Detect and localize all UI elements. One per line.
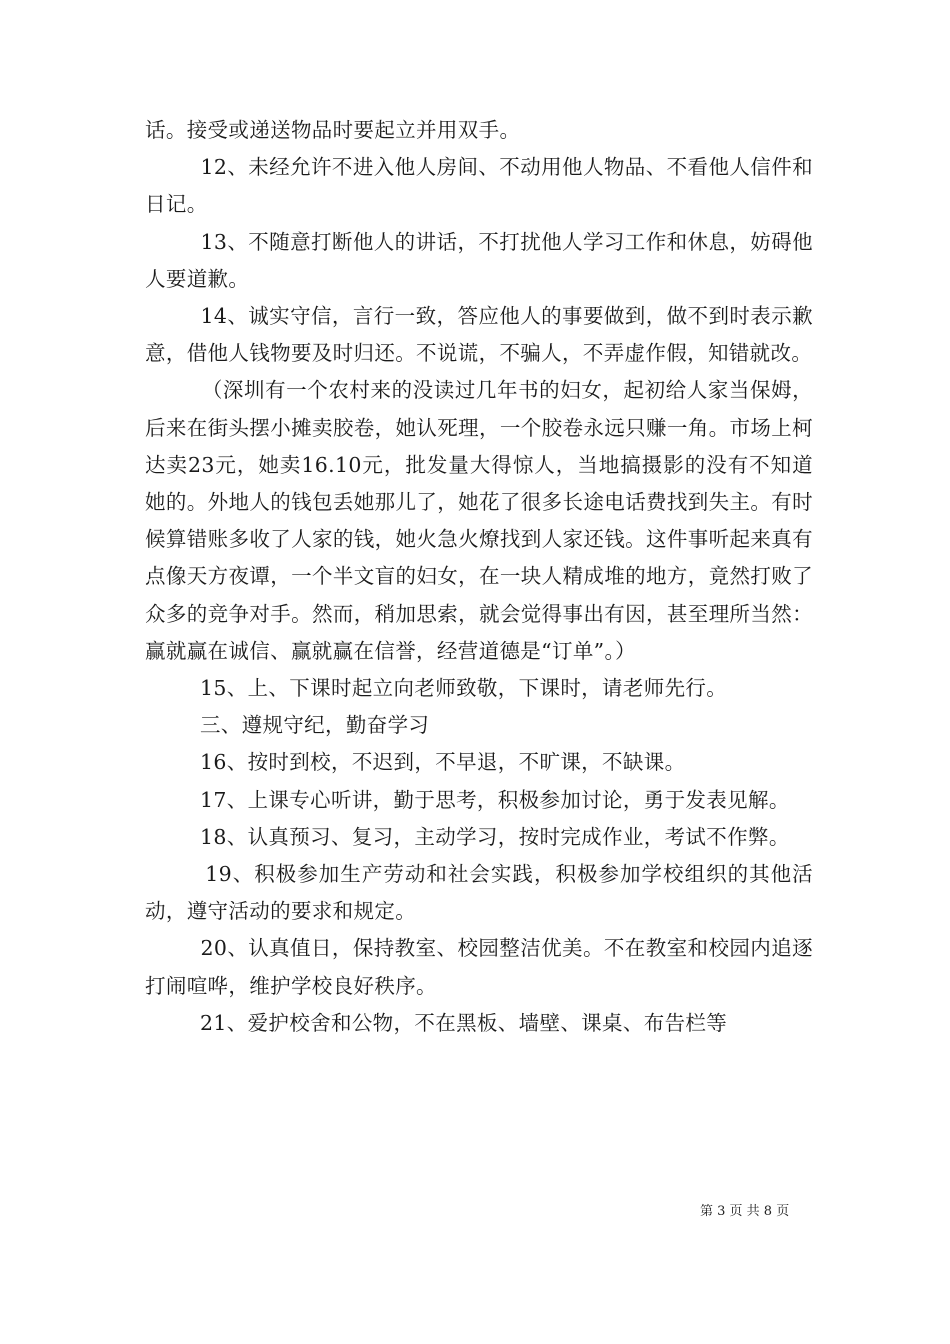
paragraph-item-19: 19、积极参加生产劳动和社会实践，积极参加学校组织的其他活动，遵守活动的要求和规定。: [145, 862, 813, 924]
paragraph-item-13: 13、不随意打断他人的讲话，不打扰他人学习工作和休息，妨碍他人要道歉。: [145, 229, 813, 291]
paragraph-item-15: 15、上、下课时起立向老师致敬，下课时，请老师先行。: [145, 676, 728, 701]
paragraph-item-18: 18、认真预习、复习，主动学习，按时完成作业，考试不作弊。: [145, 824, 790, 849]
paragraph-item-14: 14、诚实守信，言行一致，答应他人的事要做到，做不到时表示歉意，借他人钱物要及时归还。不说谎，不骗人，不弄虚作假，知错就改。: [145, 304, 813, 366]
paragraph-item-21: 21、爱护校舍和公物，不在黑板、墙壁、课桌、布告栏等: [145, 1010, 728, 1035]
paragraph-item-17: 17、上课专心听讲，勤于思考，积极参加讨论，勇于发表见解。: [145, 787, 790, 812]
paragraph-story: （深圳有一个农村来的没读过几年书的妇女，起初给人家当保姆，后来在街头摆小摊卖胶卷，她认死理，一个胶卷永远只赚一角。市场上柯达卖23元，她卖16.10元，批发量大得惊人，当地搞摄影的没有不知道她的。外地人的钱包丢她那儿了，她花了很多长途电话费找到失主。有时候算错账多收了人家的钱，她火急火燎找到人家还钱。这件事听起来真有点像天方夜谭，一个半文盲的妇女，在一块人精成堆的地方，竟然打败了众多的竞争对手。然而，稍加思索，就会觉得事出有因，甚至理所当然：赢就赢在诚信、赢就赢在信誉，经营道德是“订单”。）: [145, 378, 813, 663]
section-heading: 三、遵规守纪，勤奋学习: [145, 713, 430, 738]
paragraph-continuation: 话。接受或递送物品时要起立并用双手。: [145, 118, 521, 142]
paragraph-item-12: 12、未经允许不进入他人房间、不动用他人物品、不看他人信件和日记。: [145, 155, 813, 217]
paragraph-item-16: 16、按时到校，不迟到，不早退，不旷课，不缺课。: [145, 750, 686, 775]
paragraph-item-20: 20、认真值日，保持教室、校园整洁优美。不在教室和校园内追逐打闹喧哗，维护学校良好秩序。: [145, 936, 813, 998]
page-number: 第 3 页 共 8 页: [700, 1204, 790, 1219]
document-body: [145, 112, 813, 1042]
